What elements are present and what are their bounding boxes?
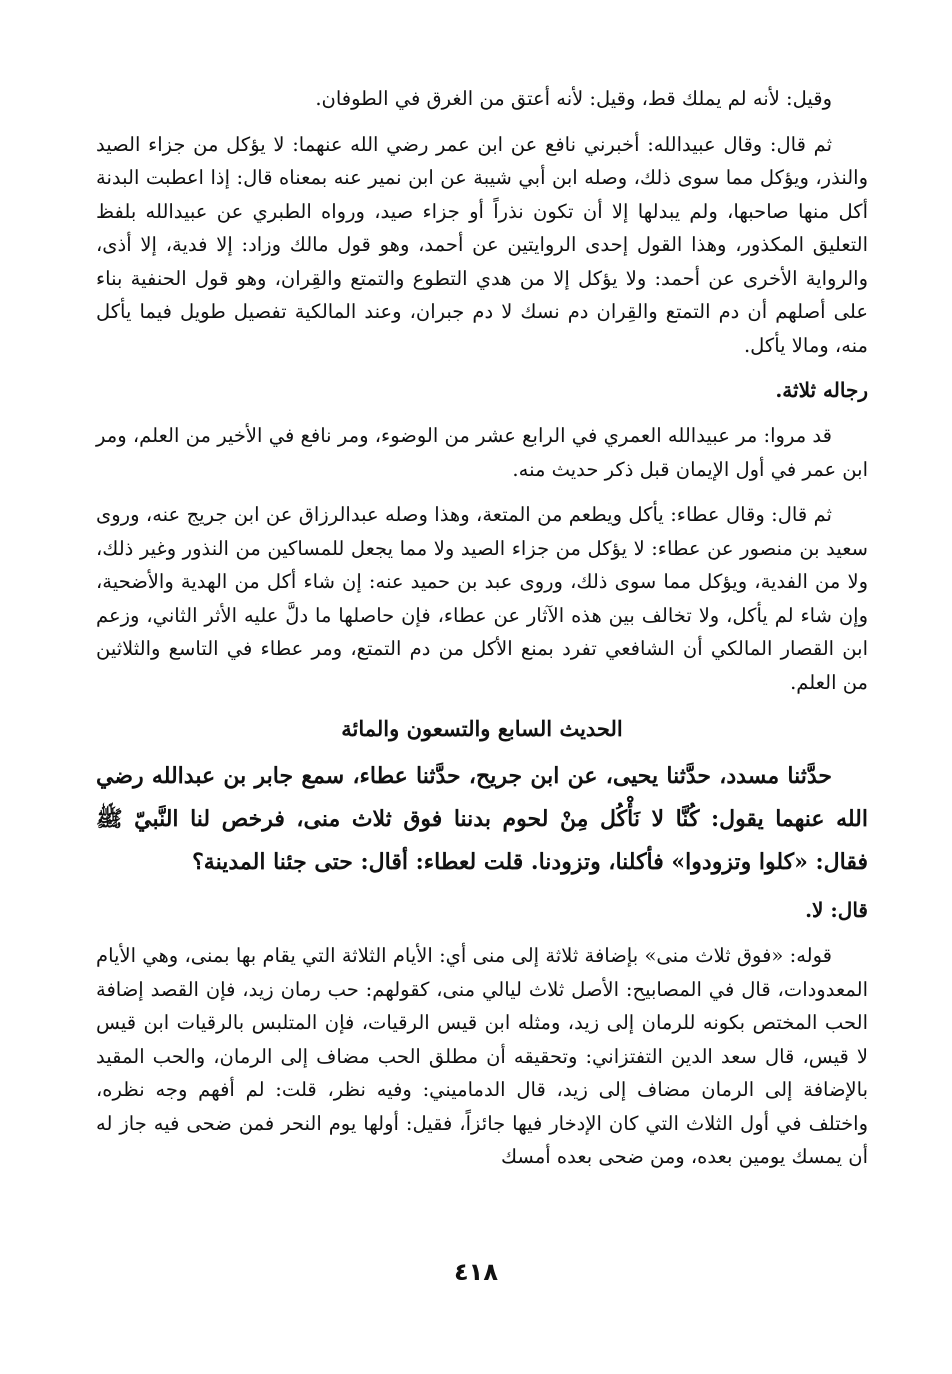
page-body: [96, 82, 868, 1186]
paragraph-2: ثم قال: وقال عبيدالله: أخبرني نافع عن ابن عمر رضي الله عنهما: لا يؤكل من جزاء الصيد والنذر، ويؤكل مما سوى ذلك، وصله ابن أبي شيبة عن ابن نمير عنه بمعناه قال: إذا اعطبت البدنة أكل منها صاحبها، ولم يبدلها إلا أن تكون نذراً أو جزاء صيد، ورواه الطبري عن عبيدالله بلفظ التعليق المكذور، وهذا القول إحدى الروايتين عن أحمد، وهو قول مالك وزاد: إلا فدية، إلا أذى، والرواية الأخرى عن أحمد: ولا يؤكل إلا من هدي التطوع والتمتع والقِران، وهو قول الحنفية بناء على أصلهم أن دم التمتع والقِران دم نسك لا دم جبران، وعند المالكية تفصيل طويل فيما يأكل منه، ومالا يأكل.: [96, 132, 868, 357]
narrators-note: رجاله ثلاثة.: [775, 378, 868, 402]
hadith-text: حدَّثنا مسدد، حدَّثنا يحيى، عن ابن جريح، حدَّثنا عطاء، سمع جابر بن عبدالله رضي الله عنهما يقول: كُنَّا لا نَأْكُل مِنْ لحوم بدننا فوق ثلاث منى، فرخص لنا النَّبيّ ﷺ فقال: «كلوا وتزودوا» فأكلنا، وتزودنا. قلت لعطاء: أقال: حتى جئنا المدينة؟: [96, 763, 868, 875]
page-number: ٤١٨: [454, 1258, 498, 1286]
paragraph-3: قد مروا: مر عبيدالله العمري في الرابع عشر من الوضوء، ومر نافع في الأخير من العلم، ومر ابن عمر في أول الإيمان قبل ذكر حديث منه.: [96, 424, 868, 481]
hadith-answer: قال: لا.: [805, 898, 868, 922]
section-heading: الحديث السابع والتسعون والمائة: [341, 716, 623, 741]
commentary: قوله: «فوق ثلاث منى» بإضافة ثلاثة إلى منى أي: الأيام الثلاثة التي يقام بها بمنى، وهي الأيام المعدودات، قال في المصابيح: الأصل ثلاث ليالي منى، كقولهم: حب رمان زيد، فإن القصد إضافة الحب المختص بكونه للرمان إلى زيد، ومثله ابن قيس الرقيات، فإن المتلبس بالرقيات ابن قيس لا قيس، قال سعد الدين التفتزاني: وتحقيقه أن مطلق الحب مضاف إلى الرمان، والحب المقيد بالإضافة إلى الرمان مضاف إلى زيد، قال الدماميني: وفيه نظر، قلت: لم أفهم وجه نظره، واختلف في أول الثلاث التي كان الإدخار فيها جائزاً، فقيل: أولها يوم النحر فمن ضحى فيه جاز له أن يمسك يومين بعده، ومن ضحى بعده أمسك: [96, 944, 868, 1168]
paragraph-4: ثم قال: وقال عطاء: يأكل ويطعم من المتعة، وهذا وصله عبدالرزاق عن ابن جريج عنه، وروى سعيد بن منصور عن عطاء: لا يؤكل من جزاء الصيد ولا مما يجعل للمساكين من النذور وغير ذلك، ولا من الفدية، ويؤكل مما سوى ذلك، وروى عبد بن حميد عنه: إن شاء أكل من الهدية والأضحية، وإن شاء لم يأكل، ولا تخالف بين هذه الآثار عن عطاء، فإن حاصلها ما دلَّ عليه الأثر الثاني، وزعم ابن القصار المالكي أن الشافعي تفرد بمنع الأكل من دم التمتع، ومر عطاء في التاسع والثلاثين من العلم.: [96, 503, 868, 694]
paragraph-1: وقيل: لأنه لم يملك قط، وقيل: لأنه أعتق من الغرق في الطوفان.: [315, 87, 832, 110]
